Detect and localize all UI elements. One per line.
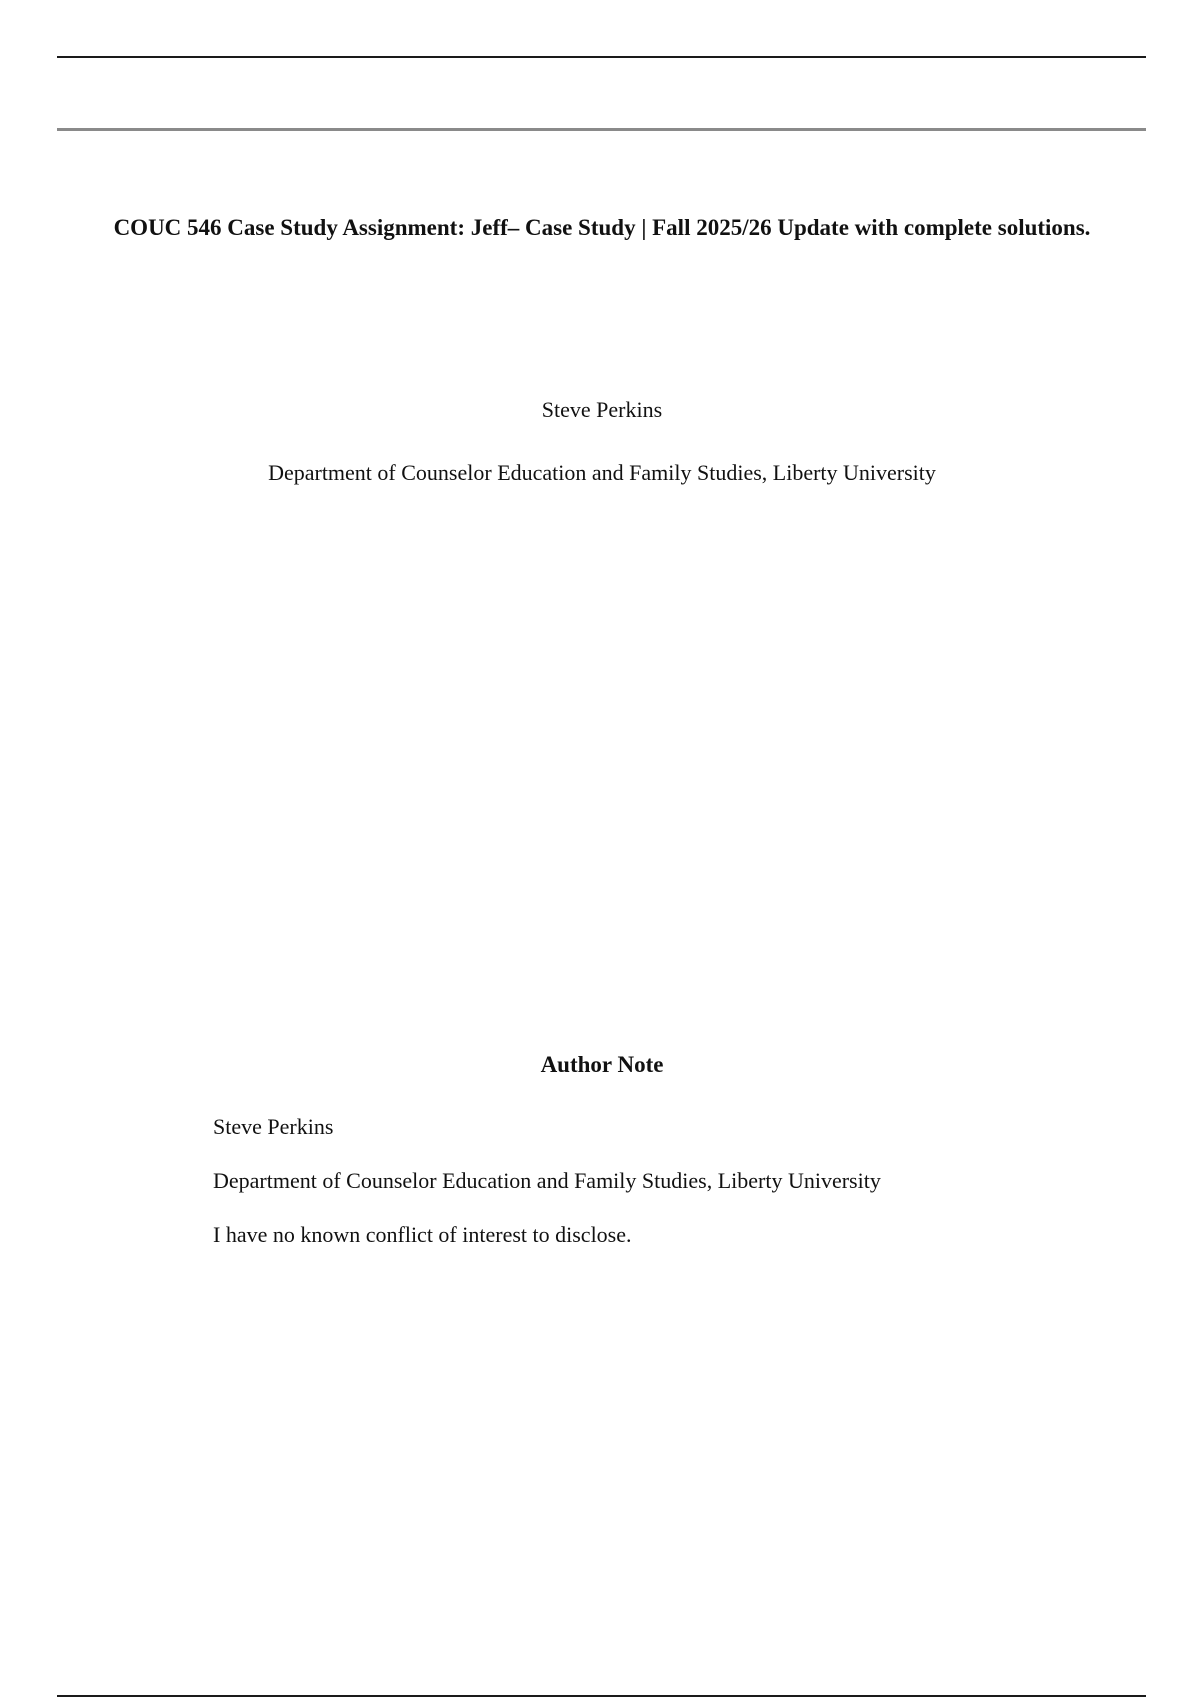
header-rule [57,128,1146,131]
author-note-name: Steve Perkins [213,1114,334,1139]
author-name: Steve Perkins [541,397,663,422]
bottom-border-line [57,1695,1146,1697]
top-border-line [57,56,1146,58]
author-affiliation: Department of Counselor Education and Family Studies, Liberty University [268,460,936,485]
document-title: COUC 546 Case Study Assignment: Jeff– Case Study | Fall 2025/26 Update with complete solutions. [113,215,1091,240]
author-note-disclosure: I have no known conflict of interest to disclose. [213,1222,632,1247]
author-note-heading: Author Note [540,1052,664,1077]
author-note-affiliation: Department of Counselor Education and Family Studies, Liberty University [213,1168,881,1193]
